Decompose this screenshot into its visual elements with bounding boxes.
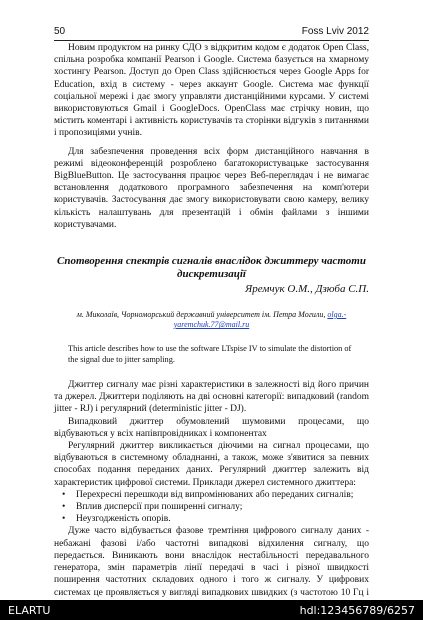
body-paragraph-4: Дуже часто відбувається фазове тремтіння цифрового сигналу даних - небажані фазові і/або частотні випадкові відхилення сигналу, що передається. Виникають вони внаслідок нестабільності передавального генератора, змін параметрів лінії передачі в часі і різної швидкості поширення частотних складових одного і того ж сигналу. У цифрових системах це проявляється у вигляді випадкових швидких (з частотою 10 Гц і xyxy=(54,526,369,598)
page-content xyxy=(54,42,369,611)
intro-paragraph-1: Новим продуктом на ринку СДО з відкритим кодом є додаток Open Class, спільна розробка компанії Pearson і Google. Система базується на хмарному хостингу Pearson. Доступ до Open Class здійснюється через Google Apps for Education, вхід в систему - через аккаунт Google. Система має функції соціальної мережі і дає змогу управляти дистанційними курсами. У системі використовуються Gmail і GoogleDocs. OpenClass має стрічку новин, що містить коментарі і активність користувачів та сторінки відгуків з питаннями і пропозиціями учнів. xyxy=(54,43,369,139)
article-title: Спотворення спектрів сигналів внаслідок джиттеру частоти дискретизації xyxy=(57,255,366,281)
body-paragraph-2: Випадковий джиттер обумовлений шумовими процесами, що відбуваються у всіх напівпровідниках і компонентах xyxy=(54,416,369,439)
author-email-link[interactable]: olga.-yaremchuk.77@mail.ru xyxy=(173,310,347,330)
article-abstract: This article describes how to use the software LTspise IV to simulate the distortion of the signal due to jitter sampling. xyxy=(68,344,352,364)
affiliation-text: м. Миколаїв, Чорноморський державний університет ім. Петра Могили, xyxy=(76,310,326,320)
running-title: Foss Lviv 2012 xyxy=(301,26,369,37)
repository-name: ELARTU xyxy=(8,604,51,617)
handle-identifier: hdl:123456789/6257 xyxy=(299,604,415,617)
list-item: • Вплив дисперсії при поширенні сигналу; xyxy=(76,501,369,513)
article-authors: Яремчук О.М., Дзюба С.П. xyxy=(245,283,369,296)
body-paragraph-3: Регулярний джиттер викликається діючими на сигнал процесами, що відбуваються в системному обладнанні, а також, може з'явитися за певних способах подання переданих даних. Регулярний джиттер залежить від характеристик цифрової системи. Приклади джерел системного джиттера: xyxy=(54,441,369,488)
page-header xyxy=(54,26,369,41)
jitter-sources-list xyxy=(54,489,369,526)
body-paragraph-1: Джиттер сигналу має різні характеристики в залежності від його причин та джерел. Джиттери поділяють на дві основні категорії: випадковий (random jitter - RJ) і регулярний (deterministic jitter - DJ). xyxy=(54,380,369,415)
list-item: • Неузгодженість опорів. xyxy=(76,513,369,525)
article-affiliation xyxy=(54,310,369,330)
intro-paragraph-2: Для забезпечення проведення всіх форм дистанційного навчання в режимі відеоконференцій розроблено багатокористувацьке застосування BigBlueButton. Це застосування працює через Веб-переглядач і не вимагає встановлення додаткового програмного забезпечення на комп'ютери користувачів. Застосування дає змогу використовувати свою камеру, велику кількість налаштувань для презентацій і обмін файлами з іншими користувачами. xyxy=(54,146,369,230)
list-item: • Перехресні перешкоди від випромінюваних або переданих сигналів; xyxy=(76,489,369,501)
page-number: 50 xyxy=(54,26,66,37)
viewer-footer xyxy=(0,600,423,620)
